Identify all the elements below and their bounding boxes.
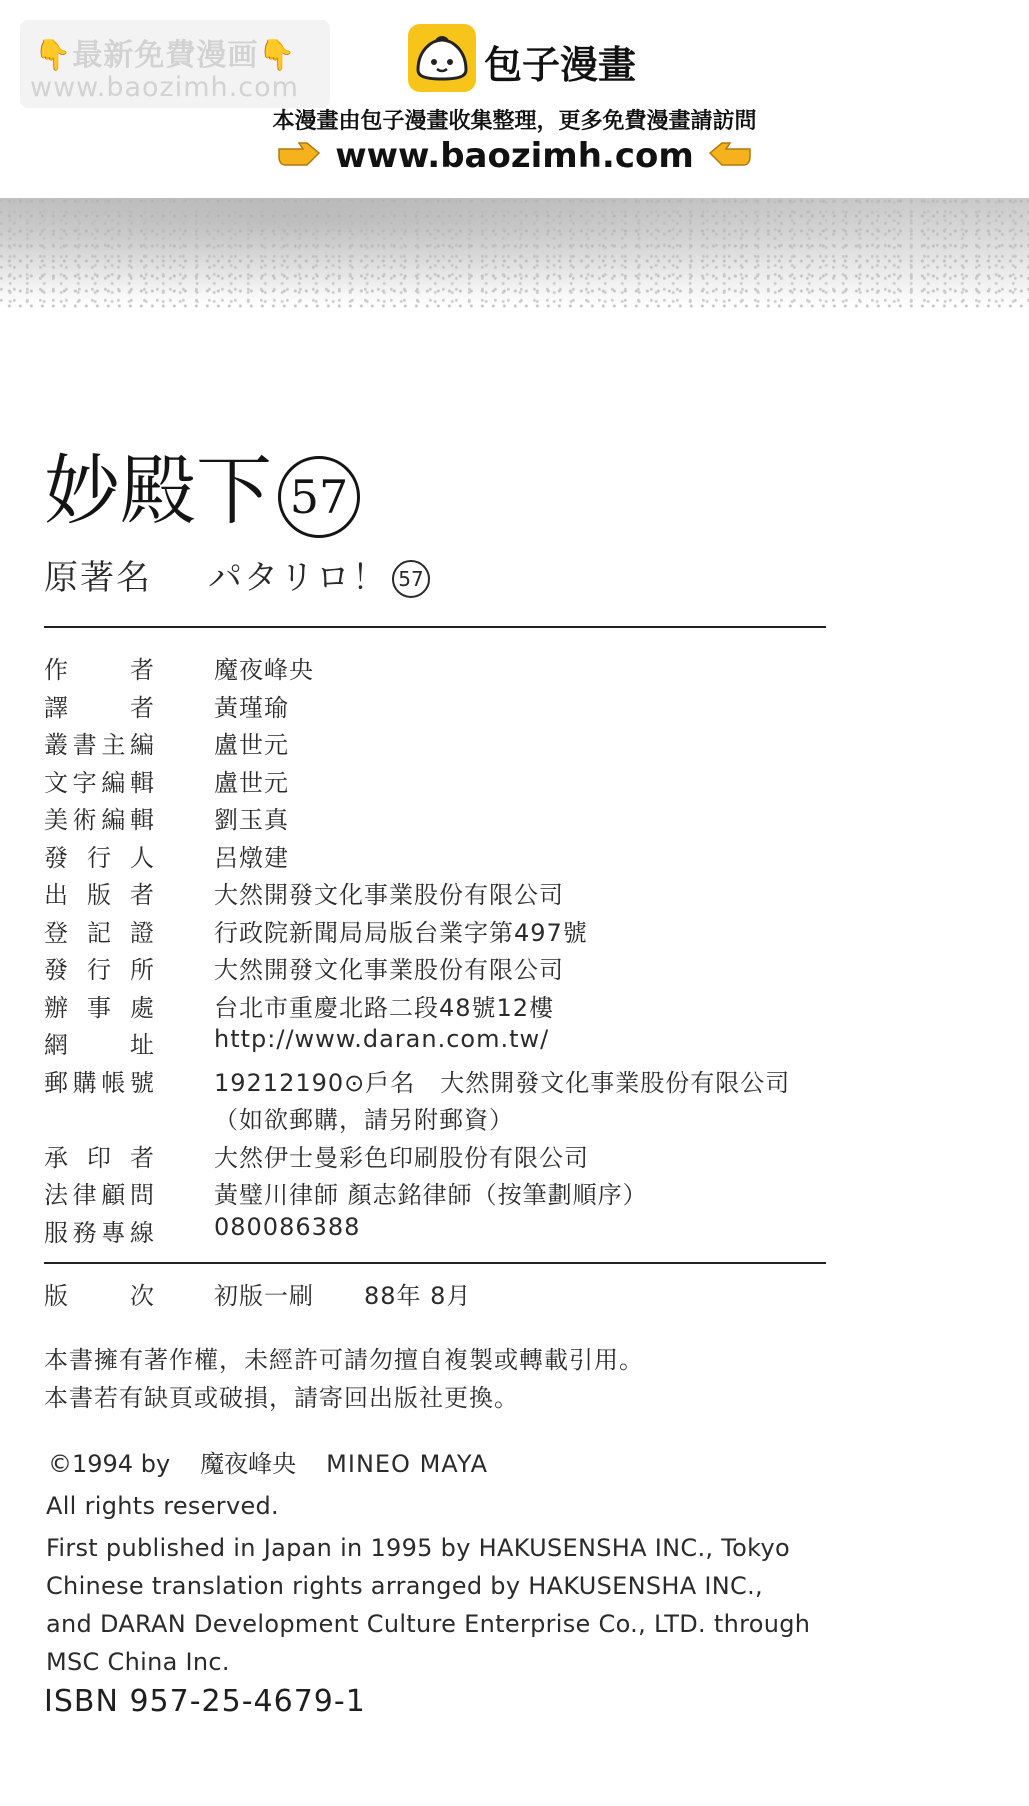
credit-value: 黃瑾瑜 (214, 693, 289, 722)
credit-value[interactable]: http://www.daran.com.tw/ (214, 1025, 550, 1053)
damage-notice: 本書若有缺頁或破損，請寄回出版社更換。 (44, 1384, 519, 1412)
credit-row (44, 950, 844, 988)
credit-row (44, 988, 844, 1026)
credit-label: 承 印 者 (44, 1143, 154, 1172)
brand-name: 包子漫畫 (484, 43, 637, 87)
english-line: All rights reserved. (46, 1492, 279, 1520)
credit-label: 發 行 所 (44, 956, 154, 984)
credit-row (44, 1213, 844, 1251)
baozi-logo-icon (408, 24, 476, 92)
volume-number-circle: 57 (278, 456, 360, 538)
credit-row (44, 763, 844, 801)
credit-row (44, 1100, 844, 1138)
credit-value: 呂燉建 (214, 843, 289, 872)
original-volume-circle: 57 (392, 560, 430, 598)
book-title (44, 430, 360, 539)
book-title-text: 妙殿下 (44, 446, 272, 535)
watermark-badge-title: 👇最新免費漫画👇 (34, 38, 297, 73)
credit-row (44, 1063, 844, 1101)
credit-value: 魔夜峰央 (214, 656, 314, 684)
original-title-label: 原著名 (44, 558, 152, 598)
credit-value: 劉玉真 (214, 806, 289, 834)
copyright-prefix: ©1994 by (48, 1450, 171, 1478)
credit-value: 盧世元 (214, 731, 289, 759)
english-line: MSC China Inc. (46, 1648, 230, 1676)
english-line: First published in Japan in 1995 by HAKUSENSHA INC., Tokyo (46, 1534, 790, 1562)
credit-value: 台北市重慶北路二段48號12樓 (214, 993, 555, 1022)
credit-label: 譯 者 (44, 693, 154, 722)
edition-value: 初版一刷 88年 8月 (214, 1282, 472, 1310)
credit-value: 19212190⊙戶名 大然開發文化事業股份有限公司 (214, 1068, 791, 1097)
credit-label: 網 址 (44, 1031, 154, 1059)
promo-text: 本漫畫由包子漫畫收集整理，更多免費漫畫請訪問 (272, 109, 757, 134)
edition-label: 版 次 (44, 1282, 154, 1310)
credit-row (44, 800, 844, 838)
credit-row (44, 1025, 844, 1063)
divider-bottom (44, 1262, 826, 1264)
english-line: Chinese translation rights arranged by HAKUSENSHA INC., (46, 1572, 763, 1600)
english-line: and DARAN Development Culture Enterprise Co., LTD. through (46, 1610, 811, 1638)
credit-row (44, 1175, 844, 1213)
credit-row (44, 688, 844, 726)
credit-row (44, 725, 844, 763)
credit-value: 大然伊士曼彩色印刷股份有限公司 (214, 1143, 589, 1172)
credit-row (44, 1138, 844, 1176)
watermark-badge-url: www.baozimh.com (30, 72, 299, 103)
copyright-line (48, 1444, 488, 1479)
credit-label: 辦 事 處 (44, 993, 154, 1022)
credit-label: 作 者 (44, 656, 154, 684)
pointing-left-hand-icon (708, 138, 752, 178)
divider-top (44, 626, 826, 628)
credit-label: 發 行 人 (44, 843, 154, 872)
credit-value: 行政院新聞局局版台業字第497號 (214, 918, 588, 947)
credit-value: （如欲郵購，請另附郵資） (214, 1106, 514, 1134)
edition-row (44, 1276, 472, 1311)
promo-url-row (0, 136, 1029, 178)
credit-value: 大然開發文化事業股份有限公司 (214, 881, 564, 909)
copyright-author-roman: MINEO MAYA (326, 1450, 489, 1478)
credit-value: 080086388 (214, 1212, 361, 1241)
pointing-right-hand-icon (277, 138, 321, 178)
copyright-author-name: 魔夜峰央 (200, 1450, 297, 1478)
promo-url-link[interactable]: www.baozimh.com (335, 136, 694, 176)
copyright-notice: 本書擁有著作權，未經許可請勿擅自複製或轉載引用。 (44, 1346, 644, 1374)
credit-row (44, 875, 844, 913)
credit-row (44, 913, 844, 951)
isbn: ISBN 957-25-4679-1 (44, 1684, 366, 1719)
credit-row (44, 650, 844, 688)
credit-row (44, 838, 844, 876)
credit-label: 叢 書 主 編 (44, 731, 154, 759)
credits-list (44, 650, 844, 1250)
credit-label: 文 字 編 輯 (44, 768, 154, 797)
credit-label: 服 務 專 線 (44, 1218, 154, 1247)
credit-label: 出 版 者 (44, 881, 154, 909)
credit-label: 郵 購 帳 號 (44, 1068, 154, 1097)
original-title-text: パタリロ！ (208, 558, 388, 598)
credit-label: 美 術 編 輯 (44, 806, 154, 834)
scan-noise-band (0, 198, 1029, 308)
original-title-row (44, 550, 430, 599)
credit-value: 盧世元 (214, 768, 289, 797)
watermark-badge (20, 20, 330, 108)
credit-value: 黃璧川律師 顏志銘律師（按筆劃順序） (214, 1181, 648, 1209)
credit-value: 大然開發文化事業股份有限公司 (214, 956, 564, 984)
credit-label: 法 律 顧 問 (44, 1181, 154, 1209)
credit-label: 登 記 證 (44, 918, 154, 947)
